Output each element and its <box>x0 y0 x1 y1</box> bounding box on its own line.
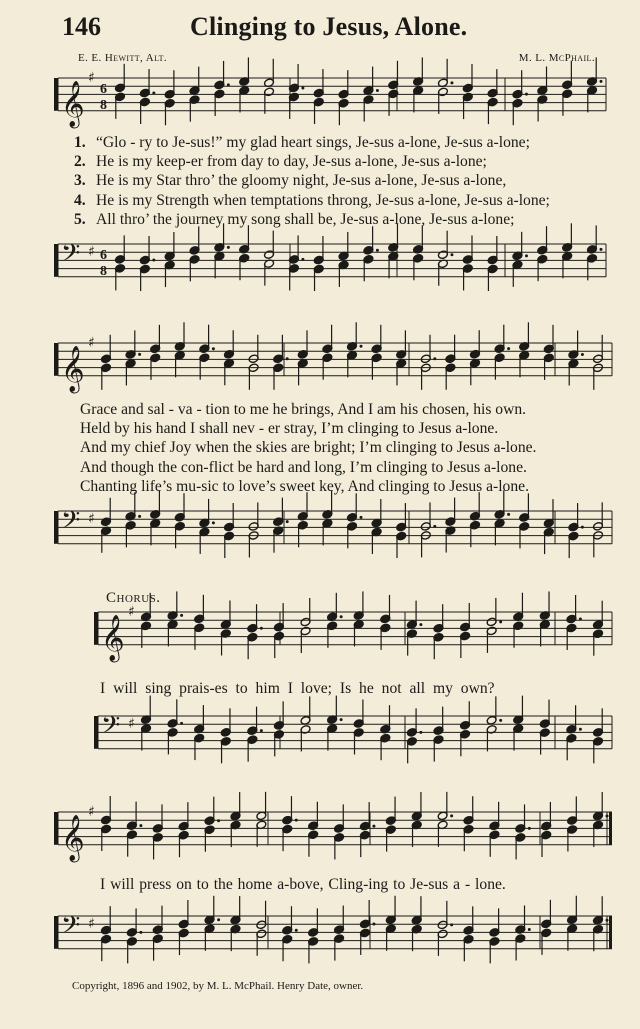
system-bracket <box>54 78 58 111</box>
verse-text: “Glo - ry to Je-sus!” my glad heart sings, Je-sus a-lone, Je-sus a-lone; <box>96 134 530 151</box>
dot <box>286 520 289 523</box>
dot <box>600 248 603 251</box>
verse-line: Chanting life’s mu-sic to love’s sweet key, And clinging to Jesus a-lone. <box>80 477 529 495</box>
dot <box>525 254 528 257</box>
dot <box>419 731 422 734</box>
dot <box>528 928 531 931</box>
dot <box>212 521 215 524</box>
chorus-lyric-line-1: I will sing prais-es to him I love; Is he not all my own? <box>100 680 495 697</box>
dot <box>138 353 141 356</box>
key-signature-sharp-icon: ♯ <box>128 716 135 732</box>
copyright-notice: Copyright, 1896 and 1902, by M. L. McPhail. Henry Date, owner. <box>72 980 364 992</box>
dot <box>600 80 603 83</box>
dot <box>295 819 298 822</box>
verse-line: Held by his hand I shall nev - er stray, I’m clinging to Jesus a-lone. <box>80 420 499 438</box>
verse-line <box>74 210 550 229</box>
verse-line <box>74 133 550 152</box>
bass-clef-icon: 𝄢 <box>61 239 81 274</box>
system-bracket <box>54 343 58 376</box>
bass-clef-icon: 𝄢 <box>61 506 81 541</box>
dot <box>450 923 453 926</box>
dot <box>217 918 220 921</box>
verse-number: 2. <box>74 153 86 171</box>
hymn-title: Clinging to Jesus, Alone. <box>190 12 468 41</box>
dot <box>581 526 584 529</box>
verse-number: 4. <box>74 191 86 209</box>
composer-credit: M. L. McPhail. <box>518 52 595 64</box>
dot <box>180 614 183 617</box>
bass-clef-icon: 𝄢 <box>61 911 81 946</box>
dot <box>360 516 363 519</box>
dot <box>227 246 230 249</box>
dot <box>525 93 528 96</box>
dot <box>581 353 584 356</box>
system-bracket <box>94 612 98 645</box>
final-barline <box>609 916 612 949</box>
chorus-lyric-line-2: I will press on to the home a-bove, Cling-ing to Je-sus a - lone. <box>100 876 506 893</box>
dot <box>606 814 609 817</box>
dot <box>260 729 263 732</box>
dot <box>212 347 215 350</box>
time-signature-numerator: 6 <box>100 248 107 263</box>
verse-number: 3. <box>74 172 86 190</box>
dot <box>419 623 422 626</box>
dot <box>340 718 343 721</box>
treble-clef-icon: 𝄞 <box>61 345 85 392</box>
key-signature-sharp-icon: ♯ <box>88 244 95 260</box>
verse-line: Grace and sal - va - tion to me he brings, And I am his chosen, his own. <box>80 401 527 418</box>
dot <box>507 347 510 350</box>
dot <box>286 357 289 360</box>
dot <box>152 91 155 94</box>
verse-line: And though the con-flict be hard and long, I’m clinging to Jesus a-lone. <box>80 458 527 476</box>
verse-text: He is my Strength when temptations throng, Je-sus a-lone, Je-sus a-lone; <box>96 191 550 209</box>
key-signature-sharp-icon: ♯ <box>88 511 95 527</box>
treble-clef-icon: 𝄞 <box>61 80 85 127</box>
page-number: 146 <box>62 12 101 41</box>
lyricist-credit: E. E. Hewitt, Alt. <box>78 52 168 64</box>
key-signature-sharp-icon: ♯ <box>88 804 95 820</box>
dot <box>376 249 379 252</box>
dot <box>301 86 304 89</box>
bass-clef-icon: 𝄢 <box>101 711 121 746</box>
time-signature-denominator: 8 <box>100 264 107 279</box>
treble-clef-icon: 𝄞 <box>61 814 85 861</box>
dot <box>152 259 155 262</box>
dot <box>340 615 343 618</box>
time-signature-denominator: 8 <box>100 98 107 113</box>
system-bracket <box>54 244 58 277</box>
dot <box>433 357 436 360</box>
system-bracket <box>54 916 58 949</box>
verse-number: 5. <box>74 210 86 228</box>
treble-clef-icon: 𝄞 <box>101 614 125 661</box>
key-signature-sharp-icon: ♯ <box>88 916 95 932</box>
system-bracket <box>94 716 98 749</box>
dot <box>295 929 298 932</box>
dot <box>360 345 363 348</box>
dot <box>450 814 453 817</box>
dot <box>433 525 436 528</box>
dot <box>227 83 230 86</box>
dot <box>507 513 510 516</box>
dot <box>606 919 609 922</box>
verse-lines-part1 <box>74 133 550 229</box>
dot <box>138 515 141 518</box>
verse-line: And my chief Joy when the skies are bright; I’m clinging to Jesus a-lone. <box>80 439 537 457</box>
verse-text: He is my keep-er from day to day, Je-sus a-lone, Je-sus a-lone; <box>96 153 487 171</box>
dot <box>301 258 304 261</box>
dot <box>579 728 582 731</box>
dot <box>579 617 582 620</box>
verse-line <box>74 171 550 190</box>
final-barline <box>609 812 612 845</box>
key-signature-sharp-icon: ♯ <box>128 604 135 620</box>
dot <box>450 253 453 256</box>
dot <box>180 722 183 725</box>
key-signature-sharp-icon: ♯ <box>88 335 95 351</box>
verse-line <box>74 191 550 210</box>
dot <box>499 620 502 623</box>
verse-lines-part2 <box>80 400 536 496</box>
verse-text: All thro’ the journey my song shall be, Je-sus a-lone, Je-sus a-lone; <box>96 210 515 228</box>
system-bracket <box>54 511 58 544</box>
dot <box>376 89 379 92</box>
verse-line <box>74 152 550 171</box>
system-bracket <box>54 812 58 845</box>
dot <box>372 825 375 828</box>
verse-text: He is my Star thro’ the gloomy night, Je-sus a-lone, Je-sus a-lone, <box>96 172 507 190</box>
chorus-label: Chorus. <box>106 590 161 606</box>
dot <box>372 922 375 925</box>
dot <box>260 627 263 630</box>
verse-number: 1. <box>74 134 86 151</box>
dot <box>450 81 453 84</box>
key-signature-sharp-icon: ♯ <box>88 70 95 86</box>
dot <box>217 819 220 822</box>
dot <box>499 719 502 722</box>
dot <box>139 931 142 934</box>
time-signature-numerator: 6 <box>100 82 107 97</box>
dot <box>139 824 142 827</box>
dot <box>528 827 531 830</box>
